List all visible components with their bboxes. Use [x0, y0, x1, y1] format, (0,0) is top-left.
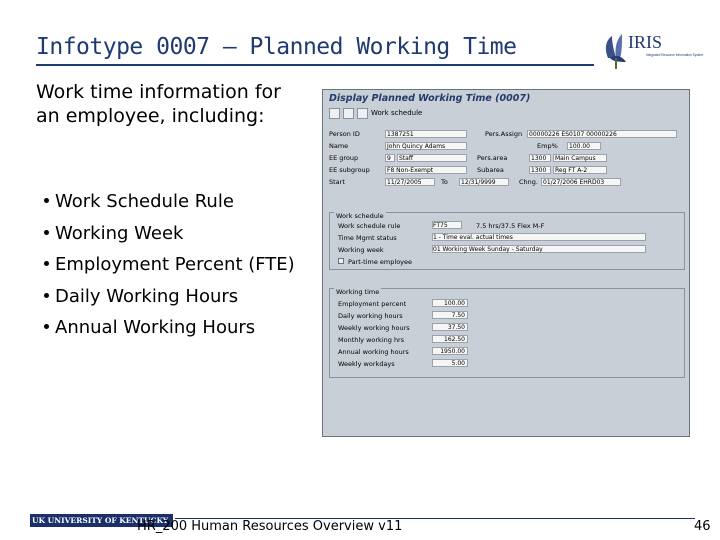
bullet-label: Work Schedule Rule — [55, 191, 234, 212]
uk-logo-text: UK UNIVERSITY OF KENTUCKY — [32, 516, 169, 525]
bullet-label: Working Week — [55, 222, 184, 244]
part-time-checkbox[interactable] — [338, 258, 344, 264]
bullet-icon — [44, 261, 49, 266]
work-schedule-group-title: Work schedule — [336, 212, 384, 220]
change-field: 01/27/2006 EHRD03 — [541, 178, 621, 186]
working-time-row — [336, 335, 676, 344]
work-schedule-group — [329, 212, 685, 270]
working-week-select[interactable]: 01 Working Week Sunday - Saturday — [432, 245, 646, 253]
working-time-group-title: Working time — [336, 288, 380, 296]
change-label: Chng. — [519, 178, 538, 186]
pers-area-text: Main Campus — [553, 154, 607, 162]
working-time-label: Weekly workdays — [338, 360, 395, 368]
working-time-value: 37.50 — [432, 323, 468, 331]
calendar-icon[interactable] — [357, 108, 368, 119]
bullet-item — [36, 283, 295, 315]
work-schedule-button[interactable]: Work schedule — [371, 109, 423, 117]
ee-subgroup-label: EE subgroup — [329, 166, 370, 174]
working-time-value: 1950.00 — [432, 347, 468, 355]
working-time-label: Annual working hours — [338, 348, 409, 356]
page-number: 46 — [694, 519, 711, 534]
bullet-item — [36, 188, 295, 220]
iris-logo — [600, 28, 704, 70]
sap-screenshot — [322, 89, 690, 437]
bullet-label: Annual Working Hours — [55, 317, 256, 338]
ee-group-field: 9 — [385, 154, 395, 162]
working-time-row — [336, 311, 676, 320]
bullet-item — [36, 251, 295, 283]
working-week-row — [336, 245, 676, 254]
working-time-label: Employment percent — [338, 300, 407, 308]
working-time-group — [329, 288, 685, 378]
ws-rule-text: 7.5 hrs/37.5 Flex M-F — [476, 222, 545, 230]
working-time-value: 7.50 — [432, 311, 468, 319]
sap-header-block — [327, 130, 683, 192]
working-time-value: 162.50 — [432, 335, 468, 343]
working-week-label: Working week — [338, 246, 384, 254]
sap-toolbar — [329, 107, 685, 121]
emp-percent-label: Emp% — [537, 142, 558, 150]
pers-area-label: Pers.area — [477, 154, 508, 162]
working-time-row — [336, 359, 676, 368]
pers-area-field: 1300 — [529, 154, 551, 162]
subarea-field: 1300 — [529, 166, 551, 174]
bullet-icon — [44, 198, 49, 203]
subarea-label: Subarea — [477, 166, 504, 174]
iris-logo-text: IRIS — [628, 32, 663, 52]
emp-percent-field: 100.00 — [567, 142, 601, 150]
ws-rule-label: Work schedule rule — [338, 222, 401, 230]
bullet-item — [36, 220, 295, 252]
bullet-icon — [44, 293, 49, 298]
part-time-label: Part-time employee — [348, 258, 413, 266]
end-date-field[interactable]: 12/31/9999 — [459, 178, 509, 186]
bullet-list — [36, 188, 295, 346]
working-time-value: 5.00 — [432, 359, 468, 367]
start-label: Start — [329, 178, 345, 186]
iris-logo-tagline: Integrated Resource Information System — [646, 53, 704, 57]
pers-id-field[interactable]: 1387251 — [385, 130, 467, 138]
bullet-item — [36, 314, 295, 346]
pers-id-label: Person ID — [329, 130, 360, 138]
working-time-label: Weekly working hours — [338, 324, 410, 332]
footer-text: HR_200 Human Resources Overview v11 — [137, 519, 403, 534]
working-time-row — [336, 347, 676, 356]
tm-status-label: Time Mgmt status — [338, 234, 397, 242]
intro-text: Work time information for an employee, including: — [36, 81, 281, 127]
edit-icon[interactable] — [329, 108, 340, 119]
bullet-icon — [44, 324, 49, 329]
working-time-row — [336, 323, 676, 332]
working-time-value: 100.00 — [432, 299, 468, 307]
working-time-row — [336, 299, 676, 308]
start-date-field[interactable]: 11/27/2005 — [385, 178, 435, 186]
pers-assign-field[interactable]: 00000226 ES0107 00000226 — [527, 130, 677, 138]
tm-status-select[interactable]: 1 - Time eval. actual times — [432, 233, 646, 241]
name-label: Name — [329, 142, 349, 150]
working-time-label: Daily working hours — [338, 312, 403, 320]
sap-window-title: Display Planned Working Time (0007) — [329, 93, 531, 104]
to-label: To — [441, 178, 448, 186]
slide-title: Infotype 0007 – Planned Working Time — [36, 34, 517, 60]
ee-subgroup-field: F8 Non-Exempt — [385, 166, 467, 174]
ee-group-label: EE group — [329, 154, 359, 162]
pers-assign-label: Pers.Assign — [485, 130, 523, 138]
bullet-icon — [44, 230, 49, 235]
part-time-row — [336, 257, 676, 266]
ws-rule-field[interactable]: FT75 — [432, 221, 462, 229]
display-icon[interactable] — [343, 108, 354, 119]
subarea-text: Reg FT A-2 — [553, 166, 607, 174]
working-time-label: Monthly working hrs — [338, 336, 405, 344]
title-underline — [36, 64, 594, 66]
tm-status-row — [336, 233, 676, 242]
name-field: John Quincy Adams — [385, 142, 467, 150]
iris-flower-icon — [606, 34, 626, 69]
bullet-label: Employment Percent (FTE) — [55, 254, 295, 275]
bullet-label: Daily Working Hours — [55, 285, 239, 307]
ee-group-text: Staff — [397, 154, 467, 162]
ws-rule-row — [336, 221, 676, 230]
